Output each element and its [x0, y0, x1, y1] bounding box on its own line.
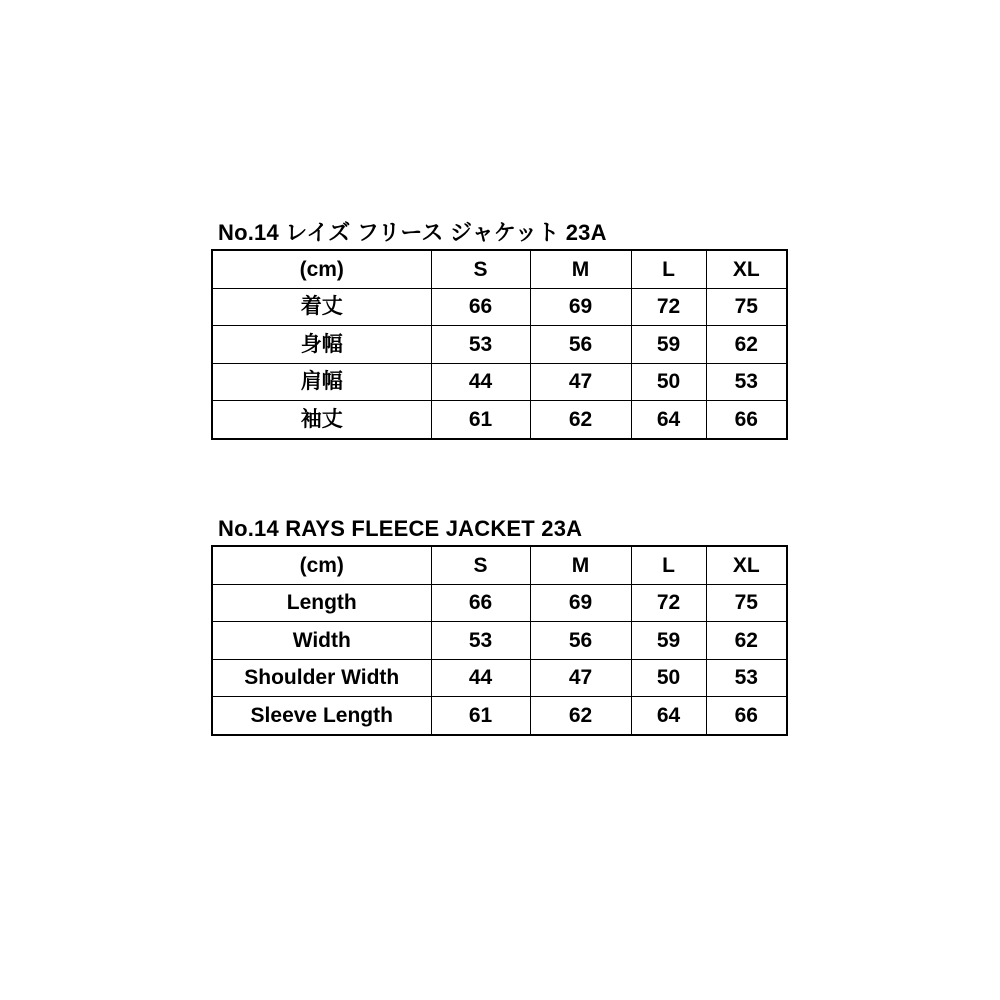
table-header-row [212, 546, 787, 584]
table-row [212, 326, 787, 364]
value-cell: 66 [706, 401, 787, 439]
table-row [212, 584, 787, 622]
value-cell: 53 [431, 326, 530, 364]
table-row [212, 363, 787, 401]
value-cell: 69 [530, 584, 631, 622]
unit-header-cell: (cm) [212, 250, 431, 288]
value-cell: 44 [431, 659, 530, 697]
row-label: 肩幅 [212, 363, 431, 401]
value-cell: 61 [431, 401, 530, 439]
row-label: 身幅 [212, 326, 431, 364]
value-cell: 64 [631, 697, 706, 735]
value-cell: 72 [631, 288, 706, 326]
value-cell: 62 [530, 697, 631, 735]
value-cell: 59 [631, 622, 706, 660]
value-cell: 47 [530, 659, 631, 697]
value-cell: 53 [706, 363, 787, 401]
table-row [212, 401, 787, 439]
col-header-s: S [431, 250, 530, 288]
size-table-jp-section [211, 219, 786, 440]
value-cell: 66 [706, 697, 787, 735]
unit-header-cell: (cm) [212, 546, 431, 584]
value-cell: 50 [631, 363, 706, 401]
col-header-xl: XL [706, 250, 787, 288]
value-cell: 72 [631, 584, 706, 622]
table-row [212, 622, 787, 660]
col-header-s: S [431, 546, 530, 584]
table-row [212, 659, 787, 697]
table-row [212, 288, 787, 326]
value-cell: 75 [706, 288, 787, 326]
value-cell: 44 [431, 363, 530, 401]
value-cell: 64 [631, 401, 706, 439]
value-cell: 50 [631, 659, 706, 697]
value-cell: 61 [431, 697, 530, 735]
col-header-l: L [631, 250, 706, 288]
value-cell: 69 [530, 288, 631, 326]
row-label: 着丈 [212, 288, 431, 326]
value-cell: 53 [431, 622, 530, 660]
col-header-xl: XL [706, 546, 787, 584]
value-cell: 62 [530, 401, 631, 439]
col-header-m: M [530, 250, 631, 288]
col-header-m: M [530, 546, 631, 584]
value-cell: 56 [530, 326, 631, 364]
table-row [212, 697, 787, 735]
size-table-jp-title: No.14 レイズ フリース ジャケット 23A [218, 220, 607, 245]
col-header-l: L [631, 546, 706, 584]
value-cell: 53 [706, 659, 787, 697]
value-cell: 75 [706, 584, 787, 622]
table-header-row [212, 250, 787, 288]
size-table-en [211, 545, 788, 736]
size-table-en-title: No.14 RAYS FLEECE JACKET 23A [218, 516, 583, 541]
value-cell: 62 [706, 326, 787, 364]
row-label: Width [212, 622, 431, 660]
value-cell: 59 [631, 326, 706, 364]
row-label: Sleeve Length [212, 697, 431, 735]
row-label: 袖丈 [212, 401, 431, 439]
row-label: Length [212, 584, 431, 622]
value-cell: 47 [530, 363, 631, 401]
size-table-jp [211, 249, 788, 440]
value-cell: 56 [530, 622, 631, 660]
value-cell: 66 [431, 584, 530, 622]
value-cell: 62 [706, 622, 787, 660]
size-table-en-section [211, 515, 786, 736]
row-label: Shoulder Width [212, 659, 431, 697]
value-cell: 66 [431, 288, 530, 326]
